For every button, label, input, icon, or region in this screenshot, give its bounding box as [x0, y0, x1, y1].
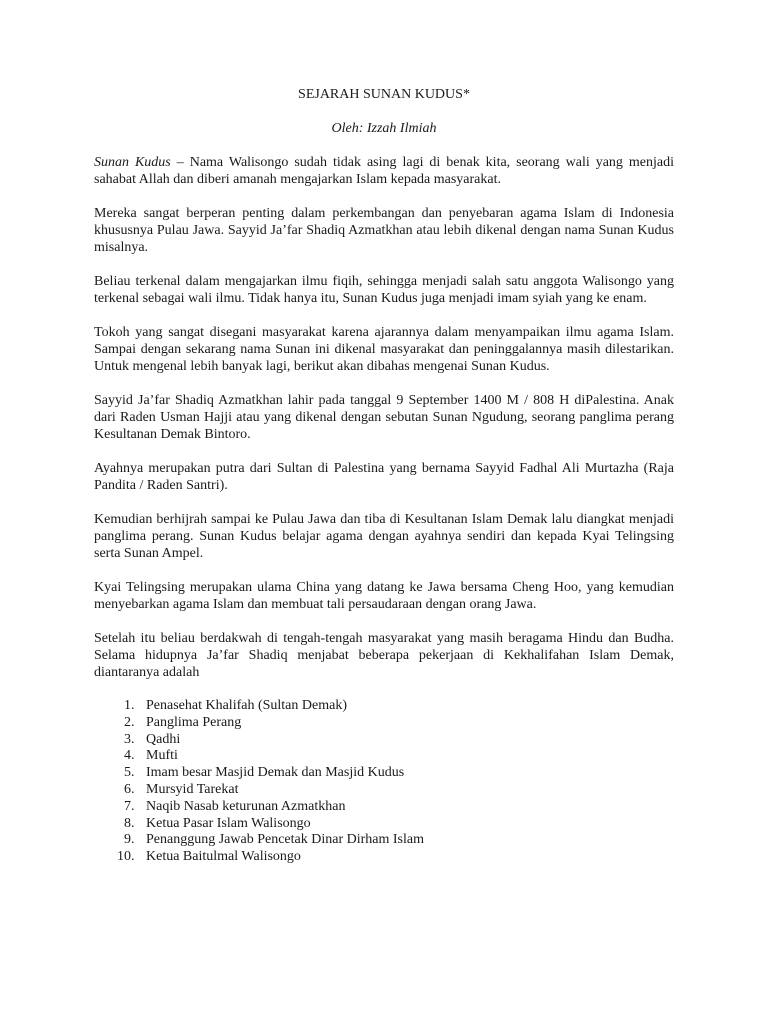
body-paragraph: Sayyid Ja’far Shadiq Azmatkhan lahir pada tanggal 9 September 1400 M / 808 H diPalestina. Anak dari Raden Usman Hajji atau yang dikenal dengan sebutan Sunan Ngudung, seorang panglima perang Kesultanan Demak Bintoro.: [94, 393, 674, 442]
body-paragraph: Tokoh yang sangat disegani masyarakat karena ajarannya dalam menyampaikan ilmu agama Islam. Sampai dengan sekarang nama Sunan ini dikenal masyarakat dan peninggalannya masih dilestarikan. Untuk mengenal lebih banyak lagi, berikut akan dibahas mengenai Sunan Kudus.: [94, 325, 674, 374]
body-paragraph: Beliau terkenal dalam mengajarkan ilmu fiqih, sehingga menjadi salah satu anggota Walisongo yang terkenal sebagai wali ilmu. Tidak hanya itu, Sunan Kudus juga menjadi imam syiah yang ke enam.: [94, 274, 674, 306]
body-paragraph: Kyai Telingsing merupakan ulama China yang datang ke Jawa bersama Cheng Hoo, yang kemudian menyebarkan agama Islam dan membuat tali persaudaraan dengan orang Jawa.: [94, 580, 674, 612]
list-item: 3. Qadhi: [138, 732, 674, 749]
body-paragraph: Setelah itu beliau berdakwah di tengah-tengah masyarakat yang masih beragama Hindu dan Budha. Selama hidupnya Ja’far Shadiq menjabat beberapa pekerjaan di Kekhalifahan Islam Demak, diantaranya adalah: [94, 631, 674, 680]
list-item: 2. Panglima Perang: [138, 715, 674, 732]
list-item: 6. Mursyid Tarekat: [138, 782, 674, 799]
document-author: Oleh: Izzah Ilmiah: [331, 121, 437, 136]
list-item: 5. Imam besar Masjid Demak dan Masjid Kudus: [138, 765, 674, 782]
intro-paragraph: [94, 154, 674, 188]
list-item: 8. Ketua Pasar Islam Walisongo: [138, 816, 674, 833]
body-paragraph: Ayahnya merupakan putra dari Sultan di Palestina yang bernama Sayyid Fadhal Ali Murtazha (Raja Pandita / Raden Santri).: [94, 461, 674, 493]
intro-text: – Nama Walisongo sudah tidak asing lagi di benak kita, seorang wali yang menjadi sahabat Allah dan diberi amanah mengajarkan Islam kepada masyarakat.: [94, 155, 674, 187]
body-paragraph: Kemudian berhijrah sampai ke Pulau Jawa dan tiba di Kesultanan Islam Demak lalu diangkat menjadi panglima perang. Sunan Kudus belajar agama dengan ayahnya sendiri dan kepada Kyai Telingsing serta Sunan Ampel.: [94, 512, 674, 561]
list-item: 10. Ketua Baitulmal Walisongo: [138, 849, 674, 866]
intro-lead: Sunan Kudus: [94, 155, 171, 170]
list-item: 1. Penasehat Khalifah (Sultan Demak): [138, 698, 674, 715]
list-item: 9. Penanggung Jawab Pencetak Dinar Dirham Islam: [138, 832, 674, 849]
document-title: SEJARAH SUNAN KUDUS*: [298, 87, 470, 102]
document-page: [94, 86, 674, 866]
body-paragraph: Mereka sangat berperan penting dalam perkembangan dan penyebaran agama Islam di Indonesia khususnya Pulau Jawa. Sayyid Ja’far Shadiq Azmatkhan atau lebih dikenal dengan nama Sunan Kudus misalnya.: [94, 206, 674, 255]
list-item: 7. Naqib Nasab keturunan Azmatkhan: [138, 799, 674, 816]
positions-list: [94, 698, 674, 866]
list-item: 4. Mufti: [138, 748, 674, 765]
